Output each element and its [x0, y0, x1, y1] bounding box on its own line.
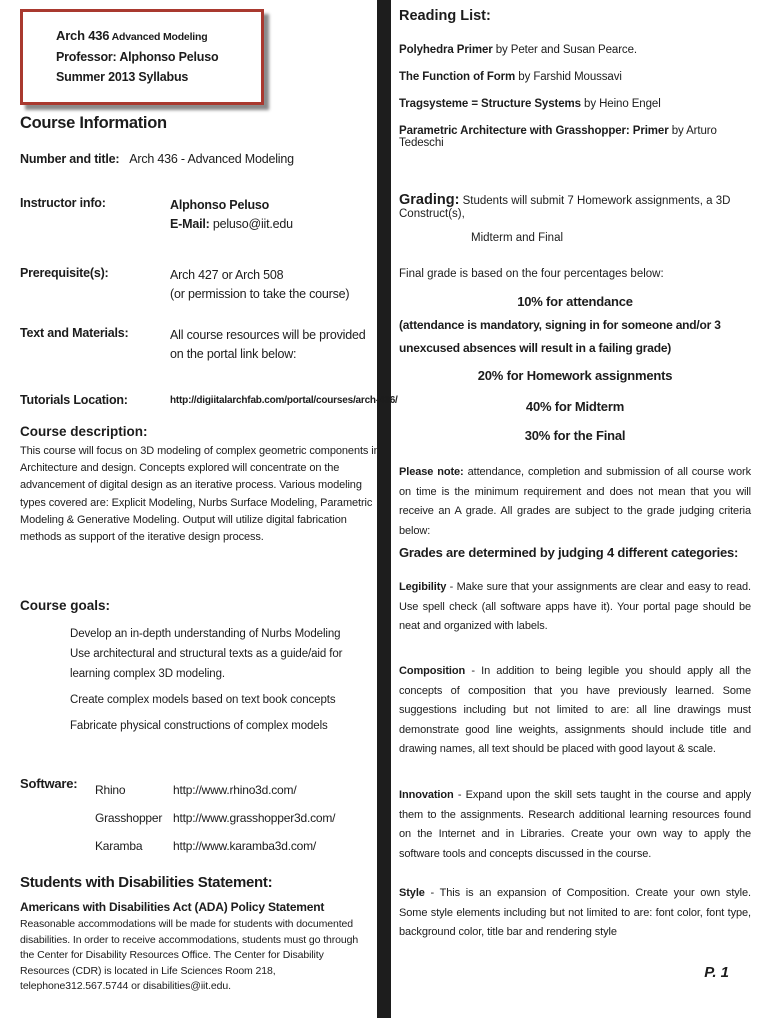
please-note-paragraph: [399, 463, 751, 541]
reading-list-item: [399, 44, 751, 56]
grade-category-innovation: [399, 786, 751, 864]
software-row: [95, 776, 380, 804]
ada-policy-subheading: Americans with Disabilities Act (ADA) Policy Statement: [20, 900, 325, 914]
course-code: Arch 436: [56, 28, 110, 43]
category-name: Legibility: [399, 581, 447, 593]
course-goals-list: [70, 624, 360, 736]
number-title-row: [20, 152, 380, 166]
software-row: [95, 804, 380, 832]
materials-row: [20, 326, 380, 361]
grade-category-style: [399, 884, 751, 943]
instructor-email-line: [170, 215, 380, 234]
attendance-percentage: 10% for attendance: [517, 294, 633, 309]
attendance-note: (attendance is mandatory, signing in for someone and/or 3 unexcused absences will result in a failing grade): [399, 318, 721, 355]
reading-list-item: [399, 125, 751, 149]
syllabus-header-box: [20, 9, 264, 105]
category-description: - This is an expansion of Composition. Create your own style. Some style elements including but not limited to are: font color, font type, background color, title bar and rendering style: [399, 887, 751, 938]
instructor-row: [20, 196, 380, 231]
materials-label: Text and Materials:: [20, 326, 129, 340]
course-goal-item: Develop an in-depth understanding of Nurbs Modeling: [70, 628, 341, 640]
book-author: by Arturo Tedeschi: [399, 125, 717, 149]
software-name: Karamba: [95, 839, 143, 853]
header-term-line: Summer 2013 Syllabus: [56, 70, 189, 84]
number-title-label: Number and title:: [20, 152, 120, 166]
course-goal-item: Fabricate physical constructions of complex models: [70, 720, 328, 732]
tutorials-url: http://digiitalarchfab.com/portal/courses/arch-436/: [170, 395, 398, 406]
book-author: by Heino Engel: [580, 98, 661, 110]
book-author: by Farshid Moussavi: [515, 71, 622, 83]
course-goals-heading: Course goals:: [20, 598, 111, 613]
midterm-percentage: 40% for Midterm: [525, 399, 625, 414]
book-title: Parametric Architecture with Grasshopper: Primer: [399, 125, 669, 137]
course-description-body: This course will focus on 3D modeling of complex geometric components in Architecture and design. Concepts explored will concentrate on the advancement of digital design as an iterative process. Various modeling types covered are: Explicit Modeling, Nurbs Surface Modeling, Parametric Modeling & Generative Modeling. Output will utilize digital fabrication methods as support of the iterative design process.: [20, 445, 380, 544]
grading-intro-line2: Midterm and Final: [471, 232, 564, 244]
book-title: The Function of Form: [399, 71, 516, 83]
grade-criteria-heading: Grades are determined by judging 4 different categories:: [399, 545, 739, 560]
grading-label: Grading:: [399, 192, 460, 208]
book-author: by Peter and Susan Pearce.: [492, 44, 637, 56]
homework-percentage: 20% for Homework assignments: [477, 368, 673, 383]
grading-basis-line: Final grade is based on the four percentages below:: [399, 268, 664, 280]
header-course-line: [56, 26, 261, 47]
category-description: - Make sure that your assignments are clear and easy to read. Use spell check (all software apps have it). Your portal page should be neat and organized with labels.: [399, 581, 751, 632]
reading-list-item: [399, 71, 751, 83]
please-note-body: attendance, completion and submission of all course work on time is the minimum requirement and does not mean that you will receive an A grade. All grades are subject to the grade judging criteria below:: [399, 466, 751, 537]
reading-list-heading: Reading List:: [399, 8, 491, 24]
book-title: Polyhedra Primer: [399, 44, 493, 56]
category-description: - In addition to being legible you should apply all the concepts of composition that you have previously learned. Some suggestions including but not limited to are: all line drawings must demonstrate good line weights, assignments should include title and drawing names, all text should be placed with good layout & scale.: [399, 665, 751, 755]
instructor-name: Alphonso Peluso: [170, 198, 270, 212]
course-goal-item: Create complex models based on text book concepts: [70, 694, 336, 706]
reading-list-item: [399, 98, 751, 110]
ada-policy-body: Reasonable accommodations will be made for students with documented disabilities. In order to receive accommodations, students must go through the Center for Disability Resources Office. The Center for Disability Resources (CDR) is located in Life Sciences Room 218, telephone312.567.5744 or disabilities@iit.edu.: [20, 918, 359, 992]
instructor-value: [170, 196, 380, 234]
grading-intro-text: Students will submit 7 Homework assignments, a 3D Construct(s),: [399, 195, 731, 220]
please-note-label: Please note:: [399, 466, 464, 478]
materials-value: All course resources will be provided on the portal link below:: [170, 328, 366, 361]
software-row: [95, 832, 380, 860]
category-name: Style: [399, 887, 425, 899]
software-name: Rhino: [95, 783, 126, 797]
software-name: Grasshopper: [95, 811, 163, 825]
grade-category-composition: [399, 662, 751, 760]
software-table: [95, 776, 380, 860]
software-url: http://www.rhino3d.com/: [173, 783, 297, 797]
course-goal-item: Use architectural and structural texts as a guide/aid for learning complex 3D modeling.: [70, 648, 343, 680]
grading-intro: [399, 192, 751, 220]
software-url: http://www.grasshopper3d.com/: [173, 811, 336, 825]
page-number: P. 1: [704, 964, 729, 981]
final-percentage: 30% for the Final: [524, 428, 626, 443]
email-value: peluso@iit.edu: [209, 217, 293, 231]
email-label: E-Mail:: [170, 217, 210, 231]
tutorials-row: [20, 393, 398, 407]
software-url: http://www.karamba3d.com/: [173, 839, 317, 853]
course-name: Advanced Modeling: [109, 31, 208, 43]
disabilities-heading: Students with Disabilities Statement:: [20, 874, 273, 891]
grade-category-legibility: [399, 578, 751, 637]
category-name: Innovation: [399, 789, 454, 801]
prerequisites-row: [20, 266, 380, 301]
course-information-heading: Course Information: [20, 114, 167, 132]
software-label: Software:: [20, 776, 78, 791]
book-title: Tragsysteme = Structure Systems: [399, 98, 581, 110]
instructor-label: Instructor info:: [20, 196, 106, 210]
header-professor-line: Professor: Alphonso Peluso: [56, 50, 219, 64]
prerequisites-value: Arch 427 or Arch 508 (or permission to take the course): [170, 268, 350, 301]
category-description: - Expand upon the skill sets taught in the course and apply them to the assignments. Research additional learning resources found on the Internet and in Libraries. Create your own way to apply the software tools and concepts discussed in the course.: [399, 789, 751, 860]
tutorials-label: Tutorials Location:: [20, 393, 128, 407]
number-title-value: Arch 436 - Advanced Modeling: [129, 152, 294, 166]
course-description-heading: Course description:: [20, 424, 148, 439]
category-name: Composition: [399, 665, 466, 677]
prerequisites-label: Prerequisite(s):: [20, 266, 109, 280]
